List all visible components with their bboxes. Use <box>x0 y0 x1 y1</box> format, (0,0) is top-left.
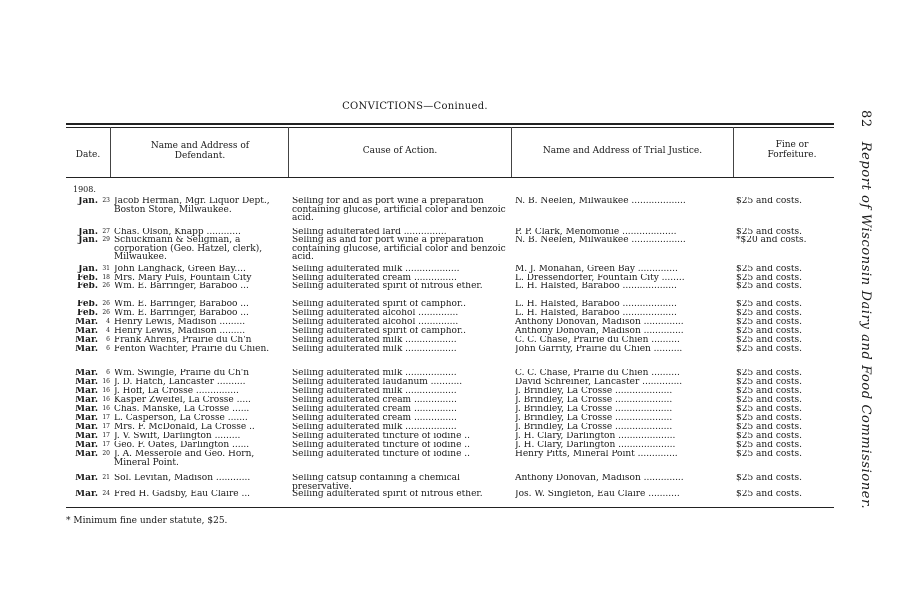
page-number: 82 <box>858 110 873 128</box>
column-header-defendant: Name and Address of Defendant. <box>150 141 250 161</box>
date-month: Jan. <box>78 197 98 206</box>
fine-cell: $25 and costs. <box>736 309 802 318</box>
fine-cell: $25 and costs. <box>736 228 802 237</box>
running-header-title: Report of Wisconsin Dairy and Food Commissioner. <box>858 141 873 510</box>
justice-cell: L. Dressendorfer, Fountain City ........ <box>515 274 685 283</box>
justice-cell: J. Brindley, La Crosse .................... <box>515 387 673 396</box>
cause-cell: Selling adulterated lard ............... <box>292 228 447 237</box>
date-day: 17 <box>102 423 110 430</box>
fine-cell: *$20 and costs. <box>736 236 807 245</box>
fine-cell: $25 and costs. <box>736 336 802 345</box>
cause-cell: Selling adulterated milk .................. <box>292 387 457 396</box>
date-day: 29 <box>102 236 110 243</box>
defendant-cell: Wm. E. Barringer, Baraboo ... <box>114 309 249 318</box>
date-month: Feb. <box>76 282 98 291</box>
cause-cell: Selling for and as port wine a preparation containing glucose, artificial color and benzoic acid. <box>292 197 506 223</box>
justice-cell: L. H. Halsted, Baraboo ................... <box>515 300 677 309</box>
date-day: 16 <box>102 396 110 403</box>
cause-cell: Selling adulterated tincture of iodine .. <box>292 450 471 459</box>
defendant-cell: Sol. Levitan, Madison ............ <box>114 474 251 483</box>
fine-cell: $25 and costs. <box>736 369 802 378</box>
defendant-cell: Wm. E. Barringer, Baraboo ... <box>114 300 249 309</box>
fine-cell: $25 and costs. <box>736 327 802 336</box>
date-month: Feb. <box>76 309 98 318</box>
defendant-cell: J. V. Swift, Darlington ......... <box>114 432 241 441</box>
justice-cell: P. P. Clark, Menomonie ................... <box>515 228 677 237</box>
top-rule-thick <box>66 123 834 125</box>
fine-cell: $25 and costs. <box>736 441 802 450</box>
justice-cell: Anthony Donovan, Madison .............. <box>515 474 684 483</box>
cause-cell: Selling adulterated tincture of iodine .. <box>292 441 471 450</box>
column-header-justice: Name and Address of Trial Justice. <box>542 146 703 156</box>
defendant-cell: Kasper Zweifel, La Crosse ..... <box>114 396 251 405</box>
fine-cell: $25 and costs. <box>736 265 802 274</box>
justice-cell: J. Brindley, La Crosse .................... <box>515 405 673 414</box>
date-day: 16 <box>102 378 110 385</box>
page-title: CONVICTIONS—Coninued. <box>342 101 488 112</box>
justice-cell: J. Brindley, La Crosse .................... <box>515 396 673 405</box>
date-month: Feb. <box>76 274 98 283</box>
column-divider <box>110 127 111 177</box>
cause-cell: Selling adulterated milk .................. <box>292 369 457 378</box>
cause-cell: Selling adulterated alcohol .............. <box>292 309 459 318</box>
defendant-cell: Chas. Manske, La Crosse ...... <box>114 405 250 414</box>
footnote: * Minimum fine under statute, $25. <box>66 516 228 526</box>
column-header-cause: Cause of Action. <box>362 146 438 156</box>
date-month: Mar. <box>75 441 98 450</box>
defendant-cell: Fenton Wachter, Prairie du Chien. <box>114 345 270 354</box>
cause-cell: Selling catsup containing a chemical preservative. <box>292 474 460 491</box>
date-month: Jan. <box>78 228 98 237</box>
date-day: 6 <box>106 345 110 352</box>
date-day: 27 <box>102 228 110 235</box>
defendant-cell: Henry Lewis, Madison ......... <box>114 327 246 336</box>
defendant-cell: Mrs. Mary Puls, Fountain City <box>114 274 252 283</box>
date-day: 4 <box>106 318 110 325</box>
date-day: 6 <box>106 336 110 343</box>
cause-cell: Selling adulterated spirit of camphor.. <box>292 327 467 336</box>
date-month: Mar. <box>75 450 98 459</box>
date-month: Mar. <box>75 423 98 432</box>
fine-cell: $25 and costs. <box>736 414 802 423</box>
date-day: 16 <box>102 387 110 394</box>
cause-cell: Selling adulterated milk .................. <box>292 345 457 354</box>
date-month: Mar. <box>75 369 98 378</box>
cause-cell: Selling adulterated spirit of camphor.. <box>292 300 467 309</box>
cause-cell: Selling adulterated spirit of nitrous ether. <box>292 490 483 499</box>
cause-cell: Selling as and for port wine a preparation containing glucose, artificial color and benzoic acid. <box>292 236 506 262</box>
header-bottom-rule <box>66 177 834 178</box>
date-month: Mar. <box>75 396 98 405</box>
column-header-date: Date. <box>75 150 101 160</box>
justice-cell: C. C. Chase, Prairie du Chien .......... <box>515 369 680 378</box>
running-header <box>858 110 873 509</box>
defendant-cell: Mrs. F. McDonald, La Crosse .. <box>114 423 255 432</box>
date-month: Mar. <box>75 474 98 483</box>
fine-cell: $25 and costs. <box>736 474 802 483</box>
date-month: Mar. <box>75 414 98 423</box>
justice-cell: L. H. Halsted, Baraboo ................... <box>515 282 677 291</box>
cause-cell: Selling adulterated milk ................... <box>292 265 460 274</box>
cause-cell: Selling adulterated alcohol .............. <box>292 318 459 327</box>
defendant-cell: J. D. Hatch, Lancaster .......... <box>114 378 246 387</box>
table-bottom-rule <box>66 507 834 508</box>
fine-cell: $25 and costs. <box>736 274 802 283</box>
date-month: Mar. <box>75 336 98 345</box>
top-rule-thin <box>66 127 834 128</box>
justice-cell: C. C. Chase, Prairie du Chien .......... <box>515 336 680 345</box>
column-header-fine: Fine or Forfeiture. <box>767 140 817 160</box>
date-day: 20 <box>102 450 110 457</box>
justice-cell: Jos. W. Singleton, Eau Claire ........... <box>515 490 680 499</box>
date-month: Mar. <box>75 378 98 387</box>
date-month: Mar. <box>75 345 98 354</box>
defendant-cell: J. Hoff, La Crosse ............... <box>114 387 239 396</box>
defendant-cell: Wm. E. Barringer, Baraboo ... <box>114 282 249 291</box>
fine-cell: $25 and costs. <box>736 197 802 206</box>
date-month: Feb. <box>76 300 98 309</box>
defendant-cell: Wm. Swingle, Prairie du Ch'n <box>114 369 250 378</box>
cause-cell: Selling adulterated milk .................. <box>292 336 457 345</box>
fine-cell: $25 and costs. <box>736 378 802 387</box>
defendant-cell: Jacob Herman, Mgr. Liquor Dept., Boston Store, Milwaukee. <box>114 197 270 214</box>
defendant-cell: L. Casperson, La Crosse ....... <box>114 414 248 423</box>
date-day: 26 <box>102 282 110 289</box>
date-month: Jan. <box>78 236 98 245</box>
date-day: 18 <box>102 274 110 281</box>
cause-cell: Selling adulterated cream ............... <box>292 396 457 405</box>
defendant-cell: Geo. F. Oates, Darlington ...... <box>114 441 250 450</box>
defendant-cell: Schuckmann & Seligman, a corporation (Geo. Hatzel, clerk), Milwaukee. <box>114 236 263 262</box>
date-day: 4 <box>106 327 110 334</box>
fine-cell: $25 and costs. <box>736 300 802 309</box>
justice-cell: M. J. Monahan, Green Bay .............. <box>515 265 678 274</box>
fine-cell: $25 and costs. <box>736 423 802 432</box>
justice-cell: L. H. Halsted, Baraboo ................... <box>515 309 677 318</box>
date-day: 23 <box>102 197 110 204</box>
date-month: Mar. <box>75 327 98 336</box>
defendant-cell: J. A. Messerole and Geo. Horn, Mineral Point. <box>114 450 255 467</box>
fine-cell: $25 and costs. <box>736 387 802 396</box>
cause-cell: Selling adulterated laudanum ........... <box>292 378 463 387</box>
justice-cell: J. H. Clary, Darlington .................... <box>515 441 676 450</box>
defendant-cell: Frank Ahrens, Prairie du Ch'n <box>114 336 252 345</box>
fine-cell: $25 and costs. <box>736 318 802 327</box>
defendant-cell: Chas. Olson, Knapp ............ <box>114 228 241 237</box>
fine-cell: $25 and costs. <box>736 450 802 459</box>
date-month: Mar. <box>75 318 98 327</box>
justice-cell: Anthony Donovan, Madison .............. <box>515 318 684 327</box>
justice-cell: David Schreiner, Lancaster .............. <box>515 378 683 387</box>
date-day: 26 <box>102 309 110 316</box>
justice-cell: Henry Pitts, Mineral Point .............. <box>515 450 678 459</box>
justice-cell: J. H. Clary, Darlington .................... <box>515 432 676 441</box>
cause-cell: Selling adulterated tincture of iodine .. <box>292 432 471 441</box>
fine-cell: $25 and costs. <box>736 345 802 354</box>
date-day: 26 <box>102 300 110 307</box>
cause-cell: Selling adulterated spirit of nitrous ether. <box>292 282 483 291</box>
cause-cell: Selling adulterated cream ............... <box>292 405 457 414</box>
justice-cell: N. B. Neelen, Milwaukee ................... <box>515 236 686 245</box>
defendant-cell: Fred H. Gadsby, Eau Claire ... <box>114 490 251 499</box>
date-day: 24 <box>102 490 110 497</box>
date-day: 16 <box>102 405 110 412</box>
fine-cell: $25 and costs. <box>736 282 802 291</box>
date-day: 17 <box>102 432 110 439</box>
fine-cell: $25 and costs. <box>736 490 802 499</box>
date-day: 17 <box>102 414 110 421</box>
justice-cell: Anthony Donovan, Madison .............. <box>515 327 684 336</box>
justice-cell: J. Brindley, La Crosse .................... <box>515 423 673 432</box>
justice-cell: N. B. Neelen, Milwaukee ................... <box>515 197 686 206</box>
cause-cell: Selling adulterated cream ............... <box>292 414 457 423</box>
fine-cell: $25 and costs. <box>736 405 802 414</box>
date-day: 6 <box>106 369 110 376</box>
column-divider <box>733 127 734 177</box>
fine-cell: $25 and costs. <box>736 396 802 405</box>
date-month: Jan. <box>78 265 98 274</box>
date-day: 17 <box>102 441 110 448</box>
date-month: Mar. <box>75 387 98 396</box>
cause-cell: Selling adulterated milk .................. <box>292 423 457 432</box>
date-month: Mar. <box>75 432 98 441</box>
date-day: 21 <box>102 474 110 481</box>
date-month: Mar. <box>75 405 98 414</box>
justice-cell: John Garrity, Prairie du Chien .......... <box>515 345 683 354</box>
date-month: Mar. <box>75 490 98 499</box>
defendant-cell: Henry Lewis, Madison ......... <box>114 318 246 327</box>
cause-cell: Selling adulterated cream ............... <box>292 274 457 283</box>
fine-cell: $25 and costs. <box>736 432 802 441</box>
justice-cell: J. Brindley, La Crosse .................... <box>515 414 673 423</box>
date-day: 31 <box>102 265 110 272</box>
defendant-cell: John Langhack, Green Bay.... <box>114 265 246 274</box>
year-label: 1908. <box>73 185 96 194</box>
